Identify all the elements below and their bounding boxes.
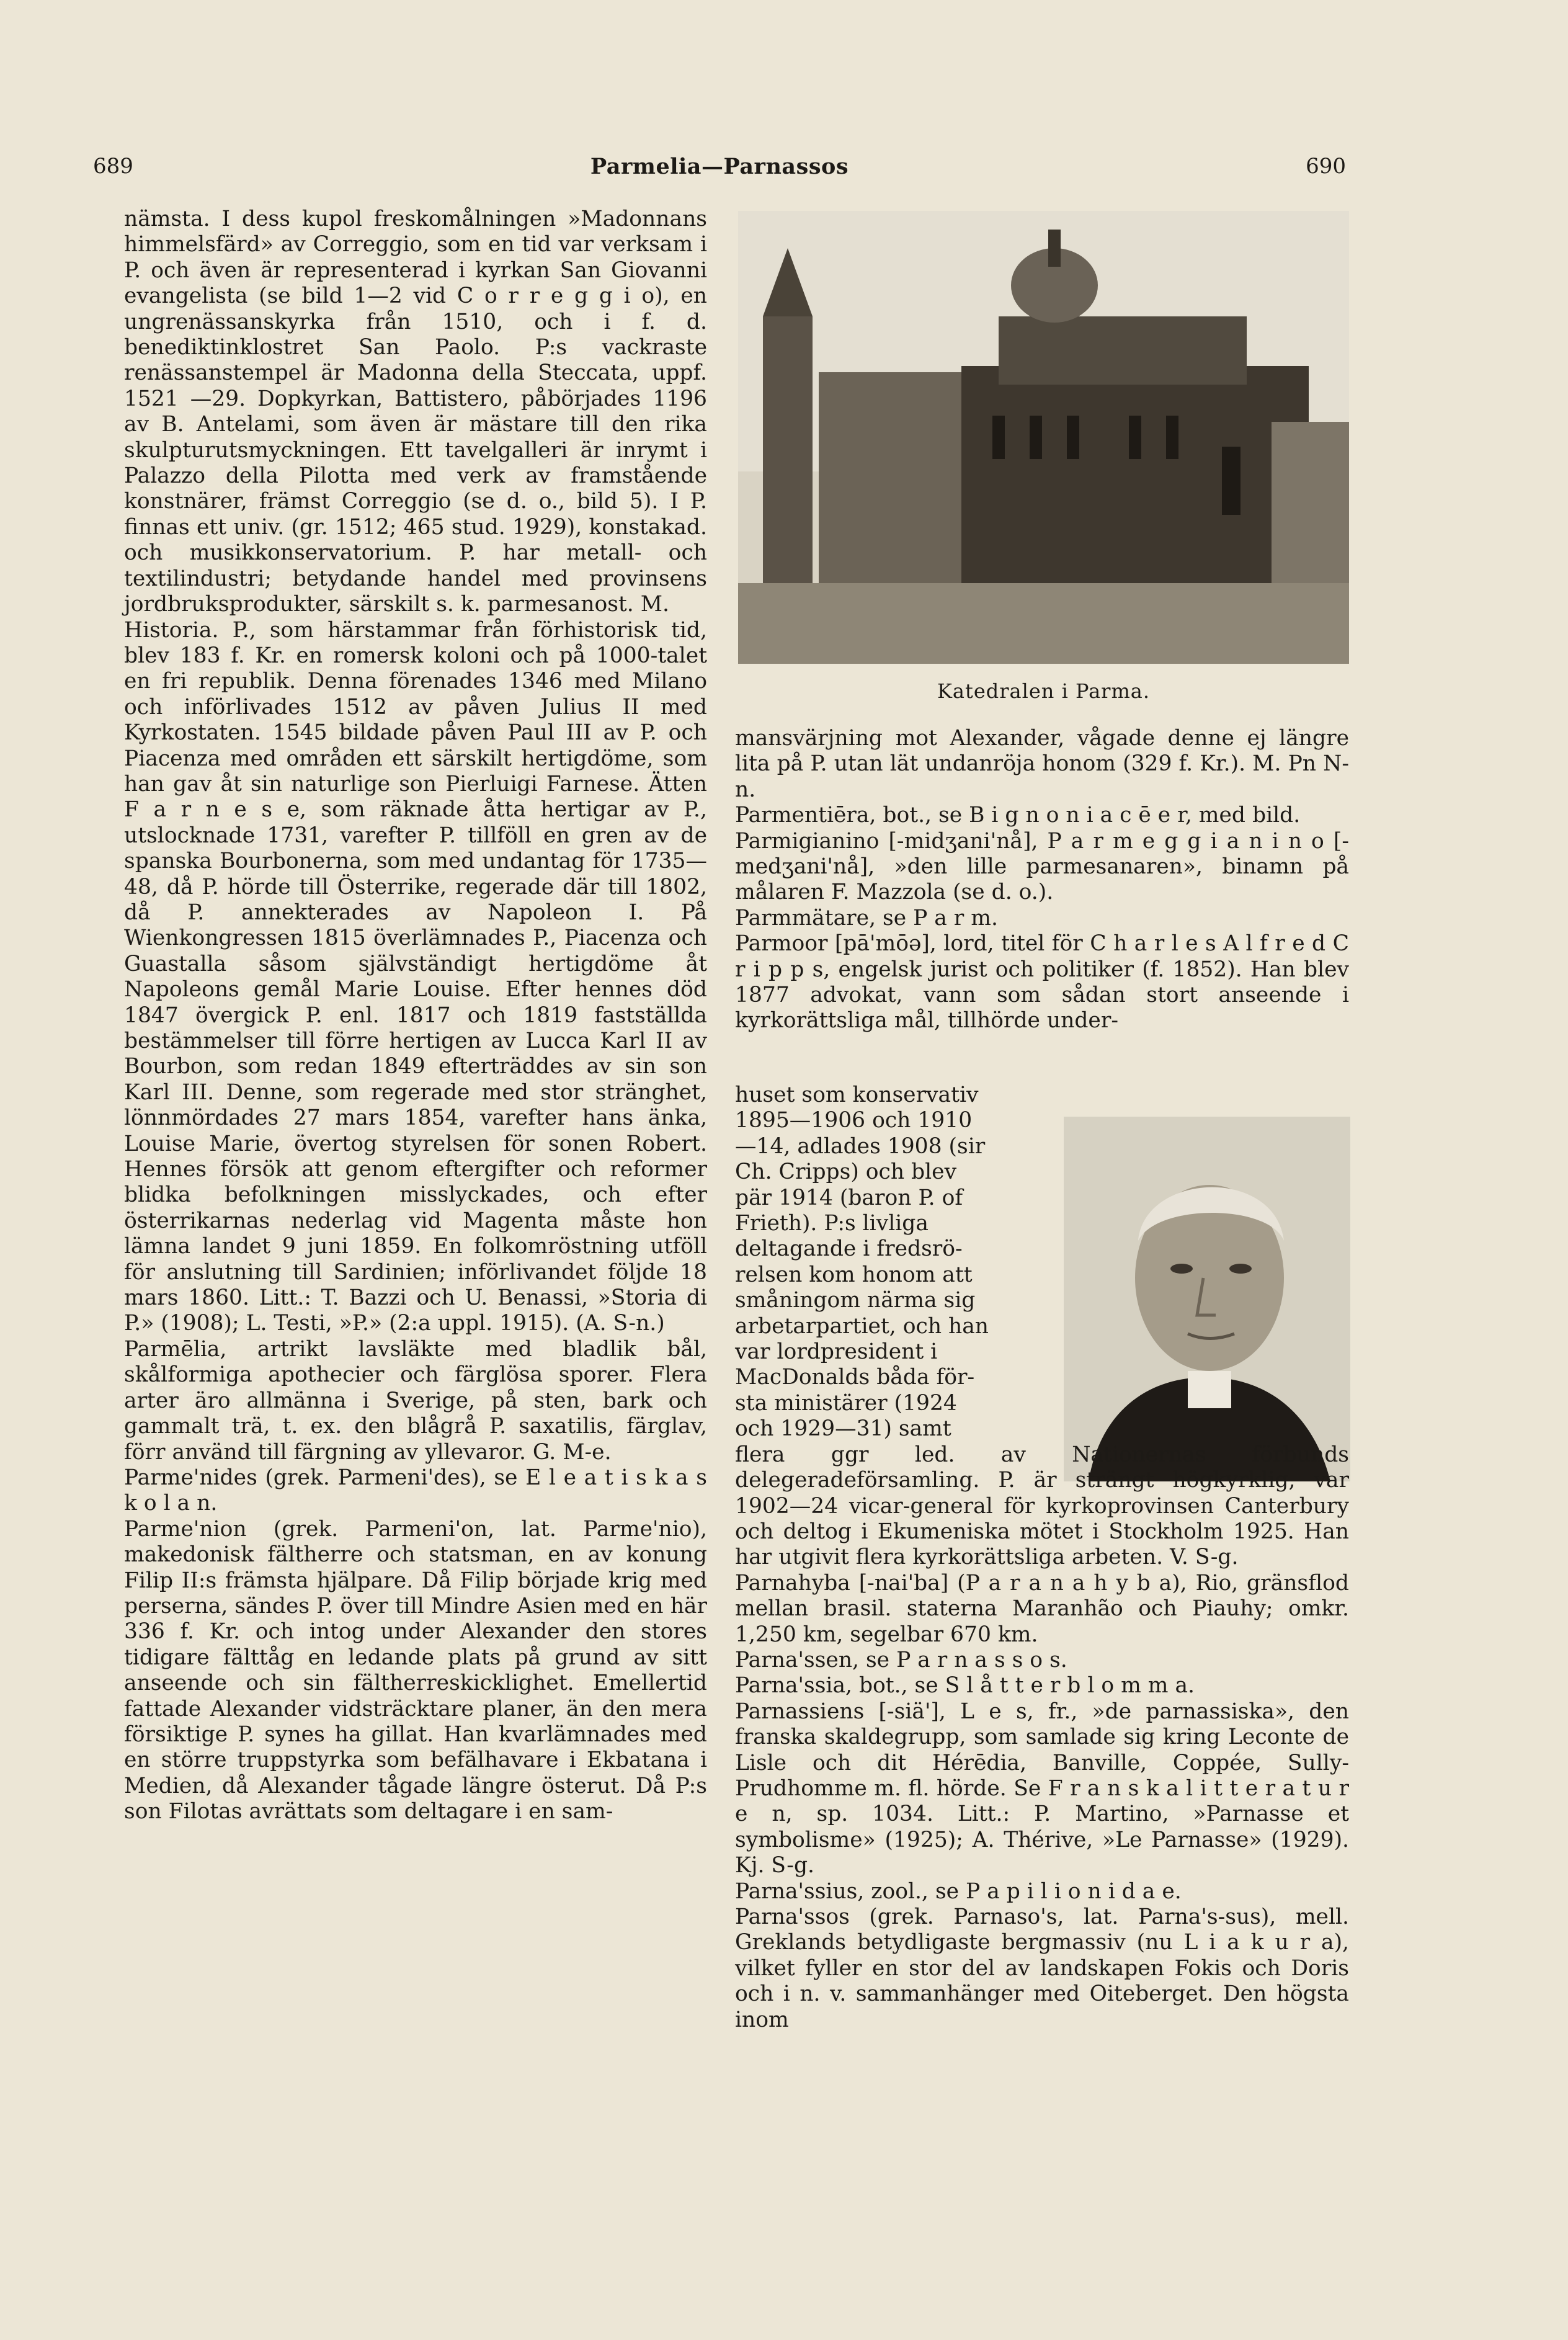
paragraph: Historia. P., som härstammar från förhistorisk tid, blev 183 f. Kr. en romersk koloni och på 1000-talet en fri republik. Denna förenades 1346 med Milano och införlivades 1512 av påven Julius II med Kyrkostaten. 1545 bildade påven Paul III av P. och Piacenza med områden ett särskilt hertigdöme, som han gav åt sin naturlige son Pierluigi Farnese. Ätten F a r n e s e, som räknade åtta hertigar av P., utslocknade 1731, varefter P. tillföll en gren av de spanska Bourbonerna, som med undantag för 1735—48, då P. hörde till Österrike, regerade där till 1802, då P. annekterades av Napoleon I. På Wienkongressen 1815 överlämnades P., Piacenza och Guastalla såsom självständigt hertigdöme åt Napoleons gemål Marie Louise. Efter hennes död 1847 övergick P. enl. 1817 och 1819 fastställda bestämmelser till förre hertigen av Lucca Karl II av Bourbon, som redan 1849 efterträddes av sin son Karl III. Denne, som regerade med stor stränghet, lönnmördades 27 mars 1854, varefter hans änka, Louise Marie, övertog styrelsen för sonen Robert. Hennes försök att genom eftergifter och reformer blidka befolkningen misslyckades, och efter österrikarnas nederlag vid Magenta måste hon lämna landet 9 juni 1859. En folkomröstning utföll för anslutning till Sardinien; införlivandet följde 18 mars 1860. Litt.: T. Bazzi och U. Benassi, »Storia di P.» (1908); L. Testi, »P.» (2:a uppl. 1915). (A. S-n.) <box>124 617 707 1336</box>
entry-parmoor: Parmoor [pā'mōə], lord, titel för C h a r l e s A l f r e d C r i p p s, engelsk jurist och politiker (f. 1852). Han blev 1877 advokat, vann som sådan stort anseende i kyrkorättsliga mål, tillhörde under- <box>735 931 1349 1034</box>
page-number-right: 690 <box>1306 154 1346 179</box>
wrap-line: Ch. Cripps) och blev <box>735 1159 957 1185</box>
entry-parnassia: Parna'ssia, bot., se S l å t t e r b l o m m a. <box>735 1673 1195 1699</box>
cathedral-photo-icon <box>738 211 1349 664</box>
left-column <box>124 207 707 1825</box>
page-number-left: 689 <box>93 154 133 179</box>
paragraph: mansvärjning mot Alexander, vågade denne ej längre lita på P. utan lät undanröja honom (329 f. Kr.). M. Pn N-n. <box>735 726 1349 802</box>
running-title: Parmelia—Parnassos <box>590 154 849 179</box>
wrap-line: och 1929—31) samt <box>735 1416 951 1442</box>
cathedral-caption: Katedralen i Parma. <box>937 679 1151 703</box>
entry-parmenides: Parme'nides (grek. Parmeni'des), se E l e a t i s k a s k o l a n. <box>124 1465 707 1516</box>
wrap-line: —14, adlades 1908 (sir <box>735 1133 986 1159</box>
wrap-line: deltagande i fredsrö- <box>735 1236 963 1262</box>
wrap-line: småningom närma sig <box>735 1288 976 1313</box>
entry-parnahyba: Parnahyba [-nai'ba] (P a r a n a h y b a), Rio, gränsflod mellan brasil. staterna Maranhão och Piauhy; omkr. 1,250 km, segelbar 670 km. <box>735 1570 1349 1647</box>
entry-parnassiens: Parnassiens [-siä'], L e s, fr., »de parnassiska», den franska skaldegrupp, som samlade sig kring Leconte de Lisle och dit Hérēdia, Banville, Coppée, Sully-Prudhomme m. fl. hörde. Se F r a n s k a l i t t e r a t u r e n, sp. 1034. Litt.: P. Martino, »Parnasse et symbolisme» (1925); A. Thérive, »Le Parnasse» (1929). Kj. S-g. <box>735 1699 1349 1878</box>
wrap-line: relsen kom honom att <box>735 1262 973 1287</box>
wrap-line: arbetarpartiet, och han <box>735 1313 989 1339</box>
right-column-top <box>735 726 1349 1034</box>
entry-parmmatare: Parmmätare, se P a r m. <box>735 905 998 931</box>
wrap-line: pär 1914 (baron P. of <box>735 1185 963 1210</box>
entry-parnassius: Parna'ssius, zool., se P a p i l i o n i d a e. <box>735 1878 1182 1904</box>
wrap-line: MacDonalds båda för- <box>735 1365 975 1390</box>
wrap-line: var lordpresident i <box>735 1339 938 1365</box>
entry-parnassen: Parna'ssen, se P a r n a s s o s. <box>735 1647 1067 1672</box>
entry-parnassos: Parna'ssos (grek. Parnaso's, lat. Parna's-sus), mell. Greklands betydligaste bergmassiv (nu L i a k u r a), vilket fyller en stor del av landskapen Fokis och Doris och i n. v. sammanhänger med Oiteberget. Den högsta inom <box>735 1905 1349 2032</box>
paragraph: flera ggr led. av Nationernas förbunds delegeradeförsamling. P. är strängt högkyrklig, var 1902—24 vicar-general för kyrkoprovinsen Canterbury och deltog i Ekumeniska mötet i Stockholm 1925. Han har utgivit flera kyrkorättsliga arbeten. V. S-g. <box>735 1442 1349 1570</box>
entry-parmenion: Parme'nion (grek. Parmeni'on, lat. Parme'nio), makedonisk fältherre och statsman, en av konung Filip II:s främsta hjälpare. Då Filip började krig med perserna, sändes P. över till Mindre Asien med en här 336 f. Kr. och intog under Alexander den stores tidigare fälttåg en ledande plats på grund av sitt anseende och sin fältherreskicklighet. Emellertid fattade Alexander vidsträcktare planer, än den mera försiktige P. synes ha gillat. Han kvarlämnades med en större truppstyrka som befälhavare i Ekbatana i Medien, då Alexander tågade längre österut. Då P:s son Filotas avrättats som deltagare i en sam- <box>124 1516 707 1824</box>
wrap-line: Frieth). P:s livliga <box>735 1211 929 1236</box>
cathedral-photo <box>738 211 1349 664</box>
wrap-line: huset som konservativ <box>735 1083 979 1107</box>
page-header <box>93 154 1346 191</box>
wrap-line: sta ministärer (1924 <box>735 1390 957 1416</box>
paragraph: nämsta. I dess kupol freskomålningen »Madonnans himmelsfärd» av Correggio, som en tid var verksam i P. och även är representerad i kyrkan San Giovanni evangelista (se bild 1—2 vid C o r r e g g i o), en ungrenässanskyrka från 1510, och i f. d. benediktinklostret San Paolo. P:s vackraste renässanstempel är Madonna della Steccata, uppf. 1521 —29. Dopkyrkan, Battistero, påbörjades 1196 av B. Antelami, som även är mästare till den rika skulpturutsmyckningen. Ett tavelgalleri är inrymt i Palazzo della Pilotta med verk av framstående konstnärer, främst Correggio (se d. o., bild 5). I P. finnas ett univ. (gr. 1512; 465 stud. 1929), konstakad. och musikkonservatorium. P. har metall- och textilindustri; betydande handel med provinsens jordbruksprodukter, särskilt s. k. parmesanost. M. <box>124 207 707 617</box>
right-column-wrapped <box>735 1083 1349 2033</box>
wrap-line: 1895—1906 och 1910 <box>735 1108 973 1133</box>
entry-parmigianino: Parmigianino [-midʒani'nå], P a r m e g g i a n i n o [-medʒani'nå], »den lille parmesanaren», binamn på målaren F. Mazzola (se d. o.). <box>735 828 1349 905</box>
entry-parmelia: Parmēlia, artrikt lavsläkte med bladlik bål, skålformiga apothecier och färglösa sporer. Flera arter äro allmänna i Sverige, på sten, bark och gammalt trä, t. ex. den blågrå P. saxatilis, färglav, förr använd till färgning av yllevaror. G. M-e. <box>124 1336 707 1465</box>
entry-parmentiera: Parmentiēra, bot., se B i g n o n i a c ē e r, med bild. <box>735 803 1301 828</box>
